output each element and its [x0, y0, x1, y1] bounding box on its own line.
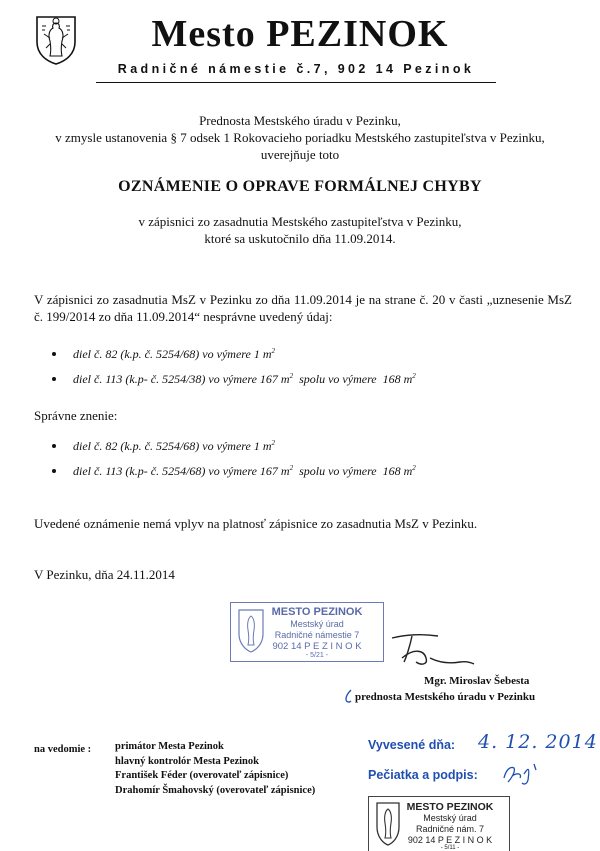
place-date: V Pezinku, dňa 24.11.2014: [34, 567, 175, 582]
list-item: Drahomír Šmahovský (overovateľ zápisnice): [115, 784, 316, 796]
correct-label: Správne znenie:: [34, 408, 118, 423]
signatory-role: prednosta Mestského úradu v Pezinku: [355, 691, 536, 703]
stamp-line: Radničné nám. 7: [415, 824, 485, 834]
bullet-icon: [52, 352, 56, 356]
intro-line-3: uverejňuje toto: [260, 147, 340, 162]
stamp-line: MESTO PEZINOK: [271, 606, 363, 618]
stamp-line: - 5/11 -: [440, 845, 460, 851]
stamp-line: 902 14 P E Z I N O K: [407, 835, 493, 845]
intro-line-1: Prednosta Mestského úradu v Pezinku,: [199, 113, 401, 128]
signatory-name: Mgr. Miroslav Šebesta: [424, 675, 530, 687]
item-tail-sup: 2: [412, 464, 416, 472]
intro-line-2: v zmysle ustanovenia § 7 odsek 1 Rokovacieho poriadku Mestského zastupiteľstva v Pezinku,: [55, 130, 545, 145]
stamp-line: Mestský úrad: [290, 619, 344, 629]
item-sup: 2: [271, 347, 275, 355]
posting-stamp: [368, 796, 510, 851]
header-divider: [96, 82, 496, 83]
item-tail: spolu vo výmere 168 m: [293, 464, 413, 478]
list-item: hlavný kontrolór Mesta Pezinok: [115, 755, 259, 767]
subheading-line-1: v zápisnici zo zasadnutia Mestského zastupiteľstva v Pezinku,: [138, 214, 462, 229]
item-sup: 2: [289, 372, 294, 380]
handwritten-mark-icon: [343, 688, 353, 704]
stamp-signature-label: Pečiatka a podpis:: [368, 768, 478, 782]
notice-heading: OZNÁMENIE O OPRAVE FORMÁLNEJ CHYBY: [118, 178, 482, 195]
posted-date: 4. 12. 2014: [478, 731, 598, 753]
bullet-icon: [52, 469, 56, 473]
coat-of-arms-icon: [34, 14, 78, 66]
posting-signature-icon: [500, 760, 546, 786]
city-title: Mesto PEZINOK: [151, 13, 449, 55]
posted-label: Vyvesené dňa:: [368, 738, 456, 752]
main-paragraph: V zápisnici zo zasadnutia MsZ v Pezinku zo dňa 11.09.2014 je na strane č. 20 v časti „uznesenie MsZ č. 199/2014 zo dňa 11.09.2014“ nesprávne uvedený údaj:: [34, 292, 572, 324]
list-item: primátor Mesta Pezinok: [115, 741, 224, 752]
validity-note: Uvedené oznámenie nemá vplyv na platnosť zápisnice zo zasadnutia MsZ v Pezinku.: [34, 516, 478, 531]
bullet-icon: [52, 377, 56, 381]
signature-icon: [388, 628, 478, 670]
item-tail-sup: 2: [412, 372, 416, 380]
stamp-line: - 5/21 -: [305, 652, 329, 659]
stamp-line: Radničné námestie 7: [274, 630, 360, 640]
item-text: diel č. 82 (k.p. č. 5254/68) vo výmere 1 m: [73, 347, 272, 361]
item-sup: 2: [289, 464, 294, 472]
item-sup: 2: [271, 439, 275, 447]
stamp-line: Mestský úrad: [423, 813, 477, 823]
distribution-label: na vedomie :: [34, 744, 92, 755]
stamp-line: 902 14 P E Z I N O K: [272, 641, 362, 652]
subheading-line-2: ktoré sa uskutočnilo dňa 11.09.2014.: [204, 231, 396, 246]
distribution-list: [115, 740, 315, 798]
stamp-line: MESTO PEZINOK: [406, 801, 494, 813]
list-item: František Féder (overovateľ zápisnice): [115, 770, 289, 781]
item-text: diel č. 113 (k.p- č. 5254/68) vo výmere 167 m: [73, 464, 290, 478]
item-text: diel č. 82 (k.p. č. 5254/68) vo výmere 1 m: [73, 439, 272, 453]
item-tail: spolu vo výmere 168 m: [293, 372, 413, 386]
bullet-icon: [52, 444, 56, 448]
city-address: Radničné námestie č.7, 902 14 Pezinok: [117, 62, 475, 76]
item-text: diel č. 113 (k.p- č. 5254/38) vo výmere 167 m: [73, 372, 290, 386]
official-stamp: [230, 602, 384, 662]
